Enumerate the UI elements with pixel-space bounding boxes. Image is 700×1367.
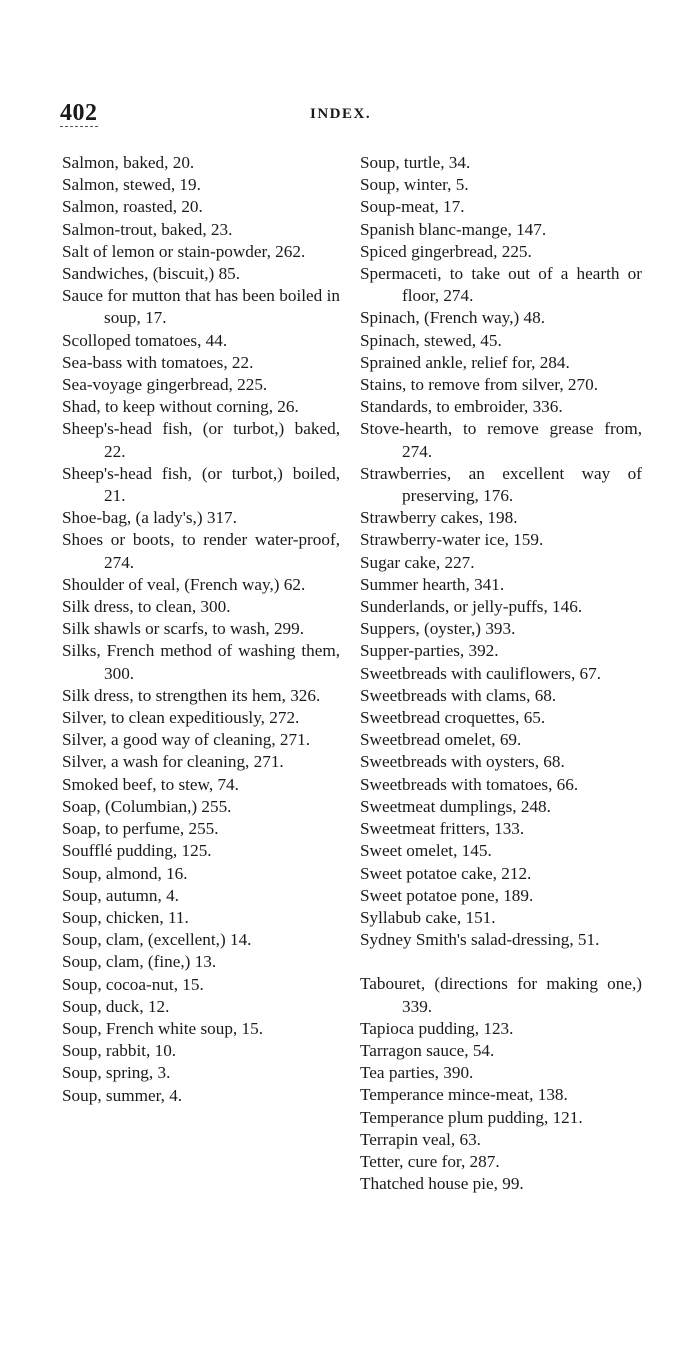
- index-entry: Soup, winter, 5.: [360, 175, 469, 195]
- index-entry: Salmon, stewed, 19.: [62, 175, 201, 195]
- index-entry: Sweetmeat dumplings, 248.: [360, 796, 551, 816]
- index-entry: Summer hearth, 341.: [360, 574, 505, 594]
- index-entry: Stove-hearth, to remove grease from, 274.: [360, 419, 642, 461]
- index-entry: Spinach, (French way,) 48.: [360, 308, 546, 328]
- index-entry: Sandwiches, (biscuit,) 85.: [62, 264, 241, 284]
- index-entry: Spiced gingerbread, 225.: [360, 241, 532, 261]
- index-entry: Thatched house pie, 99.: [360, 1174, 524, 1194]
- index-entry: Shoe-bag, (a lady's,) 317.: [62, 508, 237, 528]
- index-entry: Salmon, baked, 20.: [62, 153, 195, 172]
- index-entry: Soup, French white soup, 15.: [62, 1018, 263, 1038]
- index-entry: Tabouret, (directions for making one,) 339.: [360, 974, 642, 1016]
- index-entry: Scolloped tomatoes, 44.: [62, 330, 228, 350]
- index-entry: Strawberry cakes, 198.: [360, 508, 518, 528]
- index-entry: Silver, a wash for cleaning, 271.: [62, 752, 284, 772]
- index-entry: Soup, duck, 12.: [62, 996, 170, 1016]
- index-entry: Silver, to clean expeditiously, 272.: [62, 708, 300, 728]
- index-entry: Soup-meat, 17.: [360, 197, 465, 217]
- index-entry: Salmon-trout, baked, 23.: [62, 219, 233, 239]
- index-entry: Sweetbreads with cauliflowers, 67.: [360, 663, 602, 683]
- index-entry: Soufflé pudding, 125.: [62, 841, 212, 861]
- index-entry: Soup, clam, (excellent,) 14.: [62, 930, 252, 950]
- index-entry: Stains, to remove from silver, 270.: [360, 375, 598, 395]
- index-entry: Soup, turtle, 34.: [360, 153, 471, 172]
- index-entry: Sauce for mutton that has been boiled in soup, 17.: [62, 286, 340, 328]
- index-entry: Sunderlands, or jelly-puffs, 146.: [360, 597, 583, 617]
- index-entry: Smoked beef, to stew, 74.: [62, 774, 239, 794]
- index-column-left: [62, 152, 340, 1107]
- index-entry: Soup, cocoa-nut, 15.: [62, 974, 204, 994]
- index-entry: Soup, clam, (fine,) 13.: [62, 952, 217, 972]
- index-entry: Shoulder of veal, (French way,) 62.: [62, 574, 306, 594]
- index-entry: Sweet potatoe pone, 189.: [360, 885, 534, 905]
- index-entry: Temperance plum pudding, 121.: [360, 1107, 583, 1127]
- index-entry: Sweet potatoe cake, 212.: [360, 863, 532, 883]
- index-entry: Sweetbreads with clams, 68.: [360, 685, 557, 705]
- index-entry: Tetter, cure for, 287.: [360, 1151, 500, 1171]
- index-entry: Sprained ankle, relief for, 284.: [360, 352, 570, 372]
- index-entry: Suppers, (oyster,) 393.: [360, 619, 516, 639]
- index-entry: Syllabub cake, 151.: [360, 907, 496, 927]
- index-entry: Silver, a good way of cleaning, 271.: [62, 730, 310, 750]
- index-entry: Spinach, stewed, 45.: [360, 330, 502, 350]
- index-entry: Silk dress, to clean, 300.: [62, 597, 231, 617]
- index-entry: Strawberries, an excellent way of preserving, 176.: [360, 463, 642, 506]
- index-entry: Terrapin veal, 63.: [360, 1129, 481, 1149]
- index-entry: Soup, chicken, 11.: [62, 907, 189, 927]
- index-entry: Sweetbread croquettes, 65.: [360, 708, 546, 728]
- index-entry: Soup, almond, 16.: [62, 863, 188, 883]
- page-number: 402: [60, 100, 98, 126]
- index-entry: Sweet omelet, 145.: [360, 841, 492, 861]
- index-entry: Soap, (Columbian,) 255.: [62, 796, 232, 816]
- running-head: INDEX.: [310, 106, 372, 122]
- index-entry: Soup, rabbit, 10.: [62, 1041, 177, 1061]
- index-entry: Strawberry-water ice, 159.: [360, 530, 544, 550]
- index-entry: Tarragon sauce, 54.: [360, 1040, 495, 1060]
- index-entry: Soup, spring, 3.: [62, 1063, 171, 1083]
- index-entry: Sweetbread omelet, 69.: [360, 730, 522, 750]
- index-entry: Silk shawls or scarfs, to wash, 299.: [62, 619, 305, 639]
- index-entry: Sweetbreads with tomatoes, 66.: [360, 774, 579, 794]
- index-entry: Sweetmeat fritters, 133.: [360, 819, 525, 839]
- index-entry: Spanish blanc-mange, 147.: [360, 219, 547, 239]
- index-entry: Silks, French method of washing them, 300.: [62, 641, 340, 683]
- index-entry: Salt of lemon or stain-powder, 262.: [62, 241, 306, 261]
- index-entry: Standards, to embroider, 336.: [360, 397, 563, 417]
- index-entry: Shoes or boots, to render water-proof, 274.: [62, 530, 340, 572]
- index-entry: Temperance mince-meat, 138.: [360, 1085, 568, 1105]
- index-entry: Sydney Smith's salad-dressing, 51.: [360, 930, 600, 950]
- index-entry: Sheep's-head fish, (or turbot,) boiled, 21.: [62, 463, 340, 506]
- section-gap: [360, 951, 642, 973]
- index-entry: Sweetbreads with oysters, 68.: [360, 752, 565, 772]
- index-entry: Sheep's-head fish, (or turbot,) baked, 22.: [62, 419, 340, 461]
- index-entry: Soup, summer, 4.: [62, 1085, 183, 1105]
- index-entry: Supper-parties, 392.: [360, 641, 499, 661]
- index-entry: Soup, autumn, 4.: [62, 885, 179, 905]
- index-entry: Sugar cake, 227.: [360, 552, 475, 572]
- index-entry: Salmon, roasted, 20.: [62, 197, 203, 217]
- index-entry: Spermaceti, to take out of a hearth or floor, 274.: [360, 264, 642, 306]
- index-column-right: [360, 152, 642, 1195]
- index-entry: Tapioca pudding, 123.: [360, 1018, 514, 1038]
- index-entry: Soap, to perfume, 255.: [62, 819, 219, 839]
- index-entry: Silk dress, to strengthen its hem, 326.: [62, 685, 321, 705]
- index-entry: Shad, to keep without corning, 26.: [62, 397, 299, 417]
- index-entry: Tea parties, 390.: [360, 1063, 474, 1083]
- index-entry: Sea-bass with tomatoes, 22.: [62, 352, 254, 372]
- index-entry: Sea-voyage gingerbread, 225.: [62, 375, 268, 395]
